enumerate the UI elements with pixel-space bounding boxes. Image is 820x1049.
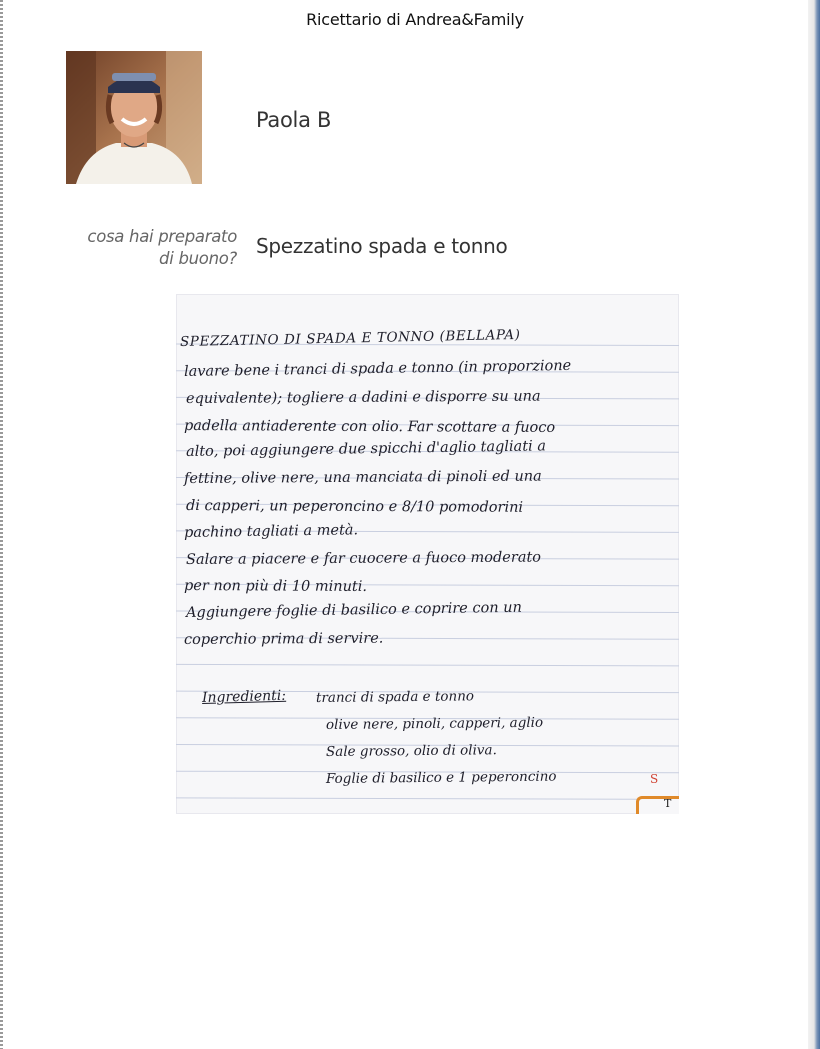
handwritten-recipe-scan bbox=[176, 294, 679, 814]
handwritten-line: fettine, olive nere, una manciata di pinoli ed una bbox=[183, 468, 542, 488]
ruled-line bbox=[176, 798, 679, 800]
handwritten-line: pachino tagliati a metà. bbox=[183, 522, 359, 541]
ingredient-line: Foglie di basilico e 1 peperoncino bbox=[325, 768, 557, 787]
ingredient-line: Sale grosso, olio di oliva. bbox=[325, 742, 497, 760]
author-avatar bbox=[66, 51, 202, 184]
question-line-1: cosa hai preparato bbox=[87, 227, 237, 246]
author-name: Paola B bbox=[256, 108, 332, 132]
page-title: Ricettario di Andrea&Family bbox=[306, 10, 524, 29]
ingredient-line: tranci di spada e tonno bbox=[315, 688, 475, 706]
ingredient-line: olive nere, pinoli, capperi, aglio bbox=[325, 714, 544, 733]
question-line-2: di buono? bbox=[159, 249, 237, 268]
recipe-title: Spezzatino spada e tonno bbox=[256, 234, 508, 258]
handwritten-heading: SPEZZATINO DI SPADA E TONNO (BELLAPA) bbox=[179, 326, 521, 350]
handwritten-line: per non più di 10 minuti. bbox=[183, 578, 368, 596]
handwritten-line: lavare bene i tranci di spada e tonno (in proporzione bbox=[183, 357, 572, 380]
handwritten-line: di capperi, un peperoncino e 8/10 pomodorini bbox=[185, 498, 524, 516]
question-label bbox=[40, 226, 237, 270]
ruled-line bbox=[176, 664, 679, 666]
handwritten-line: alto, poi aggiungere due spicchi d'aglio tagliati a bbox=[185, 438, 547, 461]
handwritten-line: Aggiungere foglie di basilico e coprire con un bbox=[185, 599, 523, 622]
ingredients-label: Ingredienti: bbox=[201, 687, 287, 706]
handwritten-line: coperchio prima di servire. bbox=[183, 630, 384, 648]
tab-letter-s: S bbox=[650, 772, 659, 786]
handwritten-line: padella antiaderente con olio. Far scottare a fuoco bbox=[183, 417, 556, 436]
handwritten-line: Salare a piacere e far cuocere a fuoco moderato bbox=[185, 549, 542, 568]
handwritten-line: equivalente); togliere a dadini e disporre su una bbox=[185, 388, 541, 407]
tab-letter-t: T bbox=[664, 797, 672, 810]
window-scrollbar-edge[interactable] bbox=[808, 0, 820, 1049]
page-left-border bbox=[0, 0, 3, 1049]
orange-index-tab bbox=[636, 796, 679, 814]
